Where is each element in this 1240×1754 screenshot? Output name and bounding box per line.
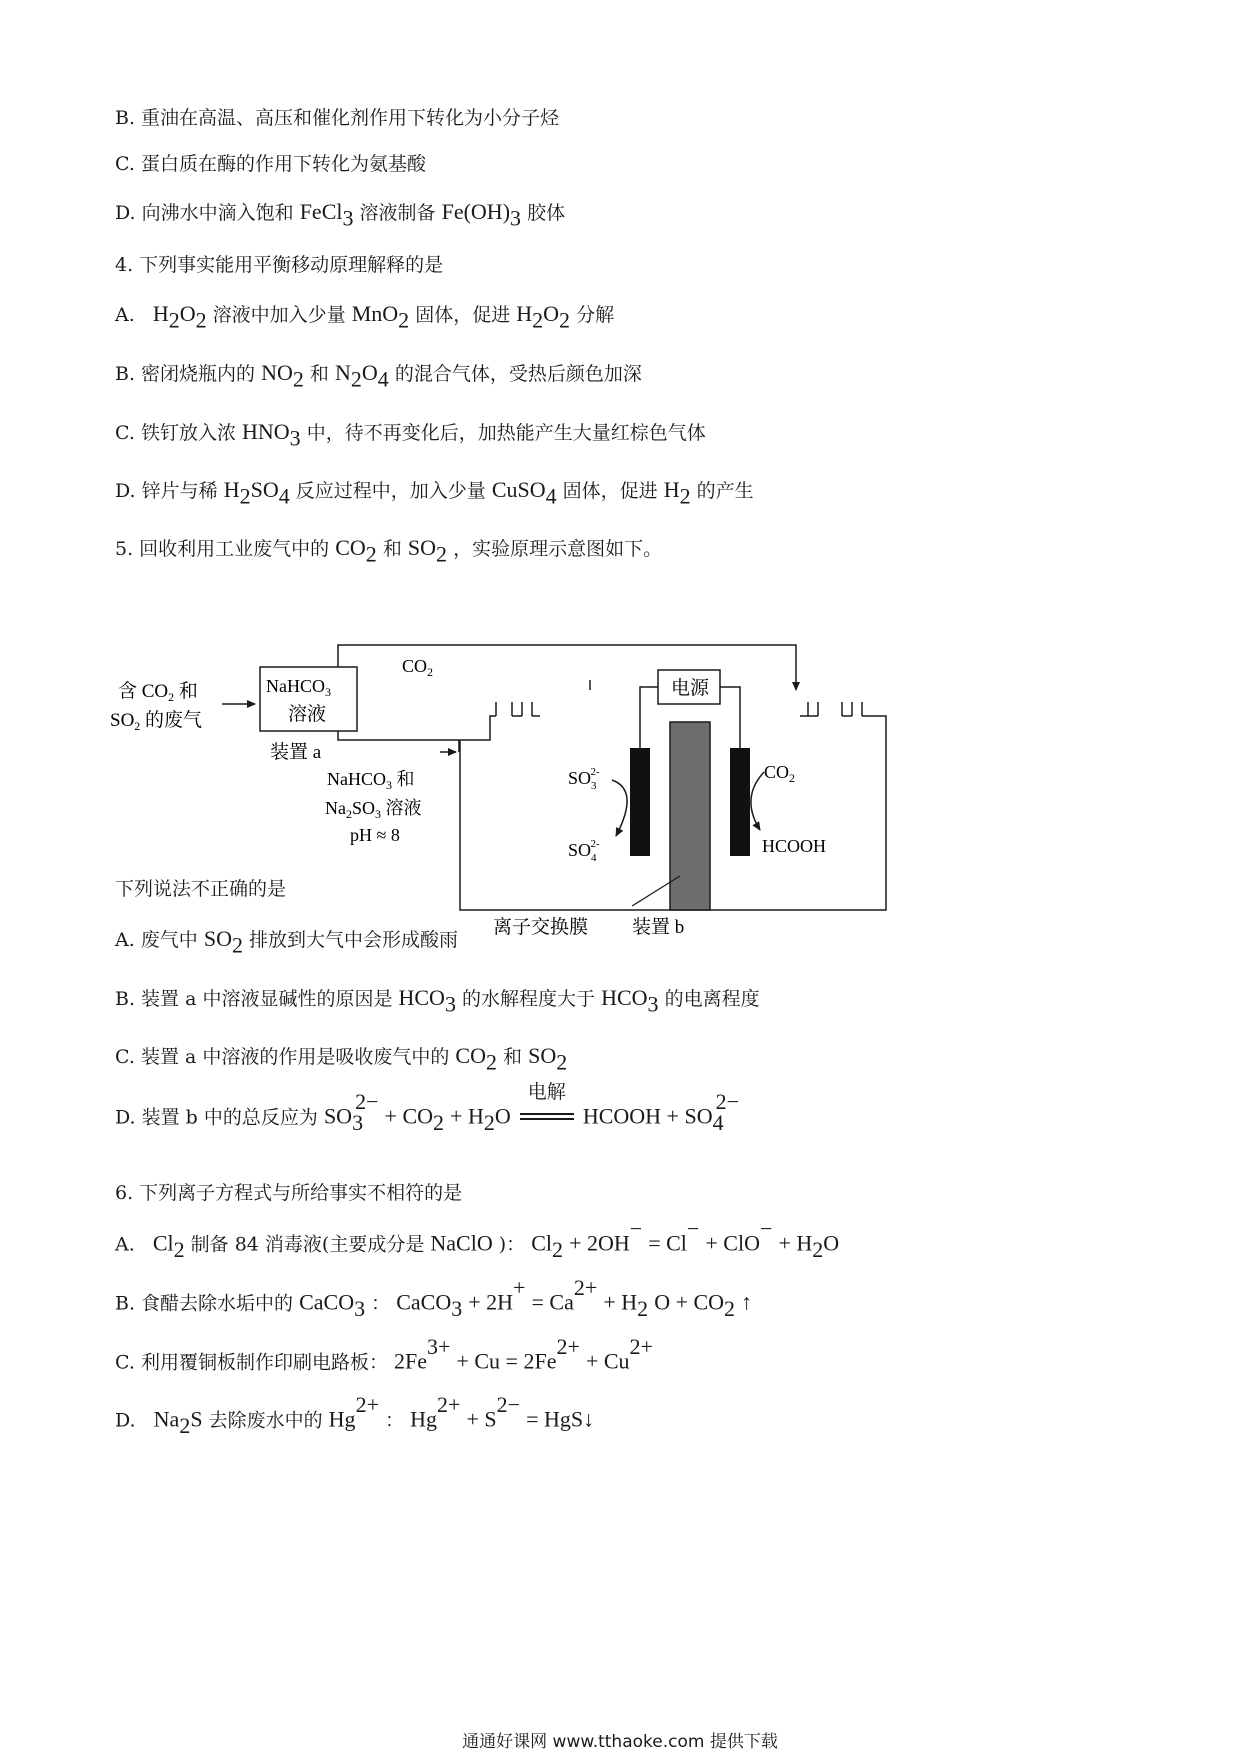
cathode-arrow bbox=[751, 772, 764, 830]
svg-text:pH ≈ 8: pH ≈ 8 bbox=[350, 825, 400, 845]
q5-option-d: D. 装置 b 中的总反应为 $SO_3^{2-} + CO_2 + H_2O$ 电解 HCOOH + $SO_4^{2-}$ bbox=[115, 1081, 740, 1135]
sulfate-label: $SO_42-$ bbox=[568, 838, 600, 864]
power-supply-label: 电源 bbox=[671, 678, 710, 699]
q4-option-d: D. 锌片与稀 $H_2SO_4$ 反应过程中，加入少量 CuSO$_4$ 固体，促进 $H_2$ 的产生 bbox=[115, 477, 754, 509]
q5-option-b: B. 装置 a 中溶液显碱性的原因是 $HCO_3$ 的水解程度大于 $HCO_3$ 的电离程度 bbox=[115, 985, 760, 1017]
svg-text:Na2SO3 溶液: $Na_2SO_3$ 溶液 bbox=[325, 798, 422, 821]
q5-sub-stem: 下列说法不正确的是 bbox=[115, 878, 287, 900]
q4-option-c: C. 铁钉放入浓 $HNO_3$ 中，待不再变化后，加热能产生大量红棕色气体 bbox=[115, 419, 706, 451]
wire-left bbox=[640, 687, 658, 748]
q3-option-c: C. 蛋白质在酶的作用下转化为氨基酸 bbox=[115, 153, 426, 175]
q5-option-a: A. 废气中 $SO_2$ 排放到大气中会形成酸雨 bbox=[115, 926, 459, 958]
q4-stem: 4. 下列事实能用平衡移动原理解释的是 bbox=[115, 254, 444, 276]
waste-gas-label bbox=[110, 680, 202, 733]
formic-acid-label: HCOOH bbox=[762, 836, 827, 856]
ion-exchange-membrane bbox=[670, 722, 710, 910]
q3-option-b: B. 重油在高温、高压和催化剂作用下转化为小分子烃 bbox=[115, 107, 560, 129]
q6-option-b: B. 食醋去除水垢中的 CaCO$_3$ ： CaCO$_3$ + $2H^+ = Ca^{2+} + H_2$ $O + CO_2$ ↑ bbox=[115, 1275, 753, 1321]
cathode-electrode bbox=[730, 748, 750, 856]
anode-arrow bbox=[612, 780, 627, 836]
solution-line bbox=[338, 731, 459, 752]
sulfite-label: $SO_32-$ bbox=[568, 766, 600, 792]
membrane-label: 离子交换膜 bbox=[493, 917, 589, 938]
q6-option-d: D. $Na_2S$ 去除废水中的 $Hg^{2+}$ ： $Hg^{2+} + S^{2-}$ = HgS↓ bbox=[115, 1392, 595, 1438]
device-a-label: 装置 a bbox=[270, 742, 322, 763]
q5-stem: 5. 回收利用工业废气中的 $CO_2$ 和 $SO_2$ ，实验原理示意图如下。 bbox=[115, 535, 663, 567]
svg-text:溶液: 溶液 bbox=[288, 704, 327, 725]
anode-electrode bbox=[630, 748, 650, 856]
svg-text:NaHCO3: NaHCO$_3$ bbox=[266, 676, 331, 699]
device-b-label: 装置 b bbox=[632, 917, 685, 938]
co2-top-label: $CO_2$ bbox=[402, 656, 434, 679]
q6-stem: 6. 下列离子方程式与所给事实不相符的是 bbox=[115, 1182, 463, 1204]
q6-option-a: A. $Cl_2$ 制备 84 消毒液(主要成分是 NaClO )： $Cl_2 + 2OH^- = Cl^- + ClO^- + H_2O$ bbox=[115, 1216, 840, 1262]
wire-right bbox=[720, 687, 740, 748]
svg-text:含 CO2 和: 含 $CO_2$ 和 bbox=[118, 681, 198, 704]
q3-option-d: D. 向沸水中滴入饱和 FeCl$_3$ 溶液制备 $Fe(OH)_3$ 胶体 bbox=[115, 199, 566, 231]
q4-option-a: A. $H_2O_2$ 溶液中加入少量 MnO$_2$ 固体，促进 $H_2O_2$ 分解 bbox=[115, 301, 615, 333]
q5-option-c: C. 装置 a 中溶液的作用是吸收废气中的 $CO_2$ 和 $SO_2$ bbox=[115, 1043, 568, 1075]
q4-option-b: B. 密闭烧瓶内的 $NO_2$ 和 $N_2O_4$ 的混合气体，受热后颜色加深 bbox=[115, 360, 642, 392]
electrolysis-equals-sign: 电解 bbox=[520, 1102, 574, 1130]
page-footer: 通通好课网 www.tthaoke.com 提供下载 bbox=[462, 1732, 778, 1752]
svg-text:NaHCO3 和: NaHCO$_3$ 和 bbox=[327, 769, 415, 792]
svg-text:SO2 的废气: $SO_2$ 的废气 bbox=[110, 710, 203, 733]
co2-right-label: $CO_2$ bbox=[764, 762, 796, 785]
q6-option-c: C. 利用覆铜板制作印刷电路板： $2Fe^{3+} + Cu = 2Fe^{2+} + Cu^{2+}$ bbox=[115, 1334, 653, 1374]
